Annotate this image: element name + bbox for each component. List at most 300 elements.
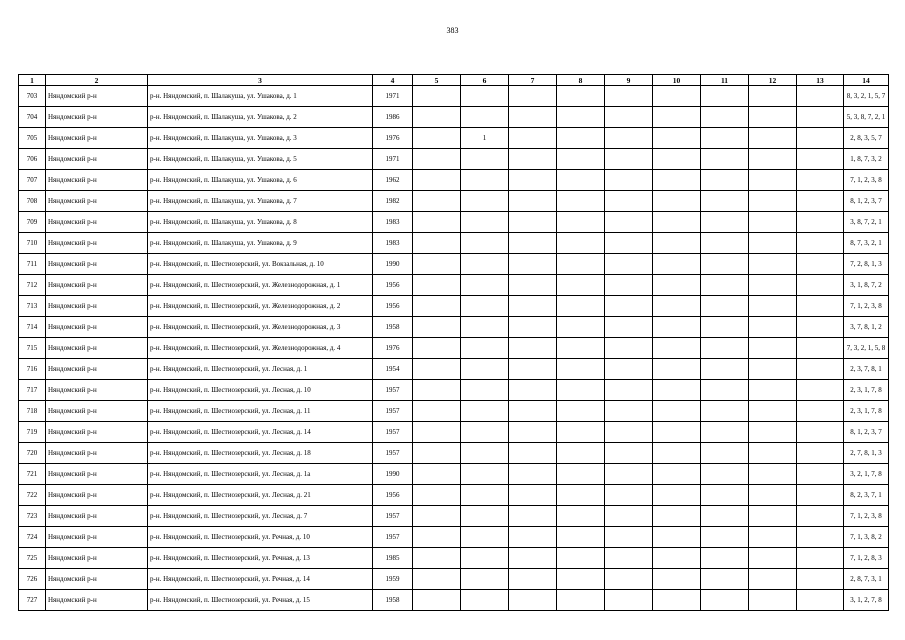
empty-cell	[605, 317, 653, 338]
table-row	[19, 86, 889, 107]
empty-cell	[701, 527, 749, 548]
row-number-cell: 726	[19, 569, 46, 590]
year-cell: 1976	[373, 338, 413, 359]
empty-cell	[509, 443, 557, 464]
table-row	[19, 233, 889, 254]
empty-cell	[413, 296, 461, 317]
empty-cell	[797, 590, 844, 611]
empty-cell	[413, 275, 461, 296]
empty-cell	[653, 86, 701, 107]
address-cell: р-н. Няндомский, п. Шалакуша, ул. Ушакова, д. 8	[148, 212, 373, 233]
table-body	[19, 86, 889, 611]
column-6-cell	[461, 170, 509, 191]
empty-cell	[653, 380, 701, 401]
row-number-cell: 722	[19, 485, 46, 506]
code-sequence-cell: 3, 1, 2, 7, 8	[844, 590, 889, 611]
table-row	[19, 212, 889, 233]
empty-cell	[605, 338, 653, 359]
empty-cell	[605, 401, 653, 422]
address-cell: р-н. Няндомский, п. Шестиозерский, ул. Железнодорожная, д. 3	[148, 317, 373, 338]
district-cell: Няндомский р-н	[46, 107, 148, 128]
empty-cell	[557, 170, 605, 191]
empty-cell	[557, 233, 605, 254]
code-sequence-cell: 7, 2, 8, 1, 3	[844, 254, 889, 275]
empty-cell	[605, 275, 653, 296]
empty-cell	[509, 359, 557, 380]
empty-cell	[701, 401, 749, 422]
empty-cell	[797, 401, 844, 422]
empty-cell	[653, 128, 701, 149]
empty-cell	[413, 191, 461, 212]
column-6-cell	[461, 191, 509, 212]
district-cell: Няндомский р-н	[46, 275, 148, 296]
empty-cell	[701, 464, 749, 485]
code-sequence-cell: 1, 8, 7, 3, 2	[844, 149, 889, 170]
column-header: 5	[413, 75, 461, 86]
empty-cell	[413, 464, 461, 485]
row-number-cell: 720	[19, 443, 46, 464]
empty-cell	[605, 359, 653, 380]
district-cell: Няндомский р-н	[46, 569, 148, 590]
table-row	[19, 506, 889, 527]
empty-cell	[797, 422, 844, 443]
code-sequence-cell: 8, 2, 3, 7, 1	[844, 485, 889, 506]
empty-cell	[653, 485, 701, 506]
empty-cell	[509, 254, 557, 275]
empty-cell	[509, 506, 557, 527]
empty-cell	[413, 233, 461, 254]
empty-cell	[605, 464, 653, 485]
empty-cell	[797, 527, 844, 548]
empty-cell	[605, 107, 653, 128]
empty-cell	[413, 359, 461, 380]
empty-cell	[797, 149, 844, 170]
table-row	[19, 275, 889, 296]
empty-cell	[509, 422, 557, 443]
column-header: 6	[461, 75, 509, 86]
row-number-cell: 714	[19, 317, 46, 338]
district-cell: Няндомский р-н	[46, 443, 148, 464]
column-6-cell	[461, 506, 509, 527]
column-6-cell	[461, 485, 509, 506]
empty-cell	[797, 380, 844, 401]
empty-cell	[653, 149, 701, 170]
empty-cell	[701, 548, 749, 569]
empty-cell	[749, 401, 797, 422]
empty-cell	[557, 107, 605, 128]
code-sequence-cell: 7, 1, 2, 3, 8	[844, 506, 889, 527]
table-row	[19, 107, 889, 128]
empty-cell	[701, 359, 749, 380]
empty-cell	[509, 275, 557, 296]
empty-cell	[701, 149, 749, 170]
empty-cell	[509, 191, 557, 212]
empty-cell	[653, 401, 701, 422]
code-sequence-cell: 2, 3, 1, 7, 8	[844, 401, 889, 422]
district-cell: Няндомский р-н	[46, 170, 148, 191]
table-row	[19, 422, 889, 443]
address-cell: р-н. Няндомский, п. Шестиозерский, ул. Речная, д. 14	[148, 569, 373, 590]
district-cell: Няндомский р-н	[46, 548, 148, 569]
column-header: 1	[19, 75, 46, 86]
empty-cell	[557, 401, 605, 422]
empty-cell	[509, 590, 557, 611]
column-6-cell	[461, 359, 509, 380]
address-cell: р-н. Няндомский, п. Шалакуша, ул. Ушакова, д. 3	[148, 128, 373, 149]
empty-cell	[557, 443, 605, 464]
empty-cell	[557, 464, 605, 485]
year-cell: 1971	[373, 149, 413, 170]
column-6-cell	[461, 422, 509, 443]
empty-cell	[653, 212, 701, 233]
column-6-cell	[461, 275, 509, 296]
empty-cell	[413, 338, 461, 359]
empty-cell	[797, 464, 844, 485]
empty-cell	[701, 485, 749, 506]
empty-cell	[557, 296, 605, 317]
empty-cell	[653, 422, 701, 443]
empty-cell	[557, 527, 605, 548]
empty-cell	[749, 170, 797, 191]
code-sequence-cell: 7, 1, 2, 8, 3	[844, 548, 889, 569]
empty-cell	[797, 359, 844, 380]
column-6-cell	[461, 107, 509, 128]
year-cell: 1957	[373, 443, 413, 464]
row-number-cell: 719	[19, 422, 46, 443]
empty-cell	[605, 86, 653, 107]
column-header: 12	[749, 75, 797, 86]
code-sequence-cell: 2, 7, 8, 1, 3	[844, 443, 889, 464]
empty-cell	[653, 338, 701, 359]
empty-cell	[749, 359, 797, 380]
empty-cell	[797, 485, 844, 506]
district-cell: Няндомский р-н	[46, 401, 148, 422]
year-cell: 1982	[373, 191, 413, 212]
code-sequence-cell: 3, 2, 1, 7, 8	[844, 464, 889, 485]
column-header: 13	[797, 75, 844, 86]
table-row	[19, 254, 889, 275]
row-number-cell: 708	[19, 191, 46, 212]
row-number-cell: 721	[19, 464, 46, 485]
year-cell: 1986	[373, 107, 413, 128]
code-sequence-cell: 2, 8, 7, 3, 1	[844, 569, 889, 590]
empty-cell	[413, 170, 461, 191]
district-cell: Няндомский р-н	[46, 149, 148, 170]
table-row	[19, 170, 889, 191]
row-number-cell: 717	[19, 380, 46, 401]
empty-cell	[509, 212, 557, 233]
empty-cell	[701, 422, 749, 443]
header-row	[19, 75, 889, 86]
empty-cell	[797, 506, 844, 527]
empty-cell	[749, 317, 797, 338]
year-cell: 1971	[373, 86, 413, 107]
row-number-cell: 707	[19, 170, 46, 191]
empty-cell	[413, 107, 461, 128]
empty-cell	[701, 506, 749, 527]
empty-cell	[605, 380, 653, 401]
empty-cell	[749, 338, 797, 359]
table-row	[19, 191, 889, 212]
empty-cell	[509, 107, 557, 128]
district-cell: Няндомский р-н	[46, 296, 148, 317]
code-sequence-cell: 3, 1, 8, 7, 2	[844, 275, 889, 296]
year-cell: 1983	[373, 233, 413, 254]
year-cell: 1956	[373, 275, 413, 296]
row-number-cell: 718	[19, 401, 46, 422]
district-cell: Няндомский р-н	[46, 359, 148, 380]
empty-cell	[413, 86, 461, 107]
empty-cell	[605, 485, 653, 506]
table-row	[19, 338, 889, 359]
empty-cell	[797, 275, 844, 296]
column-6-cell	[461, 548, 509, 569]
empty-cell	[413, 401, 461, 422]
empty-cell	[797, 569, 844, 590]
column-6-cell	[461, 401, 509, 422]
table-row	[19, 485, 889, 506]
district-cell: Няндомский р-н	[46, 86, 148, 107]
district-cell: Няндомский р-н	[46, 233, 148, 254]
year-cell: 1985	[373, 548, 413, 569]
empty-cell	[557, 380, 605, 401]
empty-cell	[509, 485, 557, 506]
empty-cell	[605, 191, 653, 212]
district-cell: Няндомский р-н	[46, 506, 148, 527]
empty-cell	[653, 464, 701, 485]
empty-cell	[557, 338, 605, 359]
empty-cell	[605, 422, 653, 443]
empty-cell	[701, 590, 749, 611]
table-row	[19, 401, 889, 422]
empty-cell	[509, 464, 557, 485]
empty-cell	[749, 464, 797, 485]
year-cell: 1959	[373, 569, 413, 590]
empty-cell	[653, 527, 701, 548]
empty-cell	[749, 506, 797, 527]
empty-cell	[509, 338, 557, 359]
empty-cell	[557, 317, 605, 338]
empty-cell	[749, 233, 797, 254]
row-number-cell: 724	[19, 527, 46, 548]
empty-cell	[413, 128, 461, 149]
empty-cell	[797, 338, 844, 359]
year-cell: 1958	[373, 590, 413, 611]
empty-cell	[509, 548, 557, 569]
empty-cell	[605, 569, 653, 590]
empty-cell	[557, 128, 605, 149]
column-6-cell	[461, 338, 509, 359]
empty-cell	[701, 107, 749, 128]
empty-cell	[797, 296, 844, 317]
column-header: 8	[557, 75, 605, 86]
column-header: 2	[46, 75, 148, 86]
empty-cell	[701, 275, 749, 296]
address-cell: р-н. Няндомский, п. Шалакуша, ул. Ушакова, д. 5	[148, 149, 373, 170]
row-number-cell: 723	[19, 506, 46, 527]
empty-cell	[605, 590, 653, 611]
year-cell: 1983	[373, 212, 413, 233]
year-cell: 1957	[373, 401, 413, 422]
empty-cell	[557, 254, 605, 275]
empty-cell	[797, 254, 844, 275]
empty-cell	[605, 527, 653, 548]
table-row	[19, 464, 889, 485]
empty-cell	[797, 86, 844, 107]
empty-cell	[653, 275, 701, 296]
empty-cell	[557, 191, 605, 212]
empty-cell	[413, 254, 461, 275]
year-cell: 1962	[373, 170, 413, 191]
empty-cell	[605, 296, 653, 317]
empty-cell	[413, 149, 461, 170]
year-cell: 1990	[373, 254, 413, 275]
empty-cell	[797, 548, 844, 569]
column-6-cell	[461, 86, 509, 107]
empty-cell	[749, 485, 797, 506]
address-cell: р-н. Няндомский, п. Шестиозерский, ул. Речная, д. 15	[148, 590, 373, 611]
address-cell: р-н. Няндомский, п. Шестиозерский, ул. Лесная, д. 21	[148, 485, 373, 506]
address-cell: р-н. Няндомский, п. Шестиозерский, ул. Лесная, д. 1а	[148, 464, 373, 485]
address-cell: р-н. Няндомский, п. Шестиозерский, ул. Железнодорожная, д. 2	[148, 296, 373, 317]
table-row	[19, 149, 889, 170]
table-row	[19, 443, 889, 464]
empty-cell	[701, 86, 749, 107]
empty-cell	[653, 233, 701, 254]
empty-cell	[605, 443, 653, 464]
empty-cell	[557, 590, 605, 611]
code-sequence-cell: 7, 1, 3, 8, 2	[844, 527, 889, 548]
empty-cell	[653, 170, 701, 191]
code-sequence-cell: 2, 8, 3, 5, 7	[844, 128, 889, 149]
empty-cell	[605, 506, 653, 527]
empty-cell	[557, 212, 605, 233]
code-sequence-cell: 7, 3, 2, 1, 5, 8	[844, 338, 889, 359]
empty-cell	[701, 254, 749, 275]
row-number-cell: 713	[19, 296, 46, 317]
address-cell: р-н. Няндомский, п. Шалакуша, ул. Ушакова, д. 1	[148, 86, 373, 107]
row-number-cell: 716	[19, 359, 46, 380]
column-header: 10	[653, 75, 701, 86]
year-cell: 1976	[373, 128, 413, 149]
column-header: 14	[844, 75, 889, 86]
row-number-cell: 725	[19, 548, 46, 569]
empty-cell	[413, 569, 461, 590]
row-number-cell: 703	[19, 86, 46, 107]
column-6-cell	[461, 296, 509, 317]
empty-cell	[605, 233, 653, 254]
column-header: 3	[148, 75, 373, 86]
district-cell: Няндомский р-н	[46, 527, 148, 548]
code-sequence-cell: 3, 7, 8, 1, 2	[844, 317, 889, 338]
empty-cell	[653, 590, 701, 611]
empty-cell	[413, 548, 461, 569]
district-cell: Няндомский р-н	[46, 254, 148, 275]
empty-cell	[605, 254, 653, 275]
column-header: 9	[605, 75, 653, 86]
row-number-cell: 705	[19, 128, 46, 149]
address-cell: р-н. Няндомский, п. Шалакуша, ул. Ушакова, д. 6	[148, 170, 373, 191]
year-cell: 1957	[373, 380, 413, 401]
column-6-cell	[461, 149, 509, 170]
row-number-cell: 711	[19, 254, 46, 275]
district-cell: Няндомский р-н	[46, 464, 148, 485]
row-number-cell: 706	[19, 149, 46, 170]
column-6-cell	[461, 569, 509, 590]
empty-cell	[413, 485, 461, 506]
empty-cell	[557, 275, 605, 296]
empty-cell	[557, 149, 605, 170]
empty-cell	[557, 569, 605, 590]
table-row	[19, 548, 889, 569]
table-row	[19, 380, 889, 401]
empty-cell	[749, 380, 797, 401]
empty-cell	[413, 212, 461, 233]
empty-cell	[509, 86, 557, 107]
empty-cell	[509, 233, 557, 254]
row-number-cell: 710	[19, 233, 46, 254]
address-cell: р-н. Няндомский, п. Шестиозерский, ул. Лесная, д. 7	[148, 506, 373, 527]
code-sequence-cell: 8, 3, 2, 1, 5, 7	[844, 86, 889, 107]
address-cell: р-н. Няндомский, п. Шестиозерский, ул. Речная, д. 13	[148, 548, 373, 569]
code-sequence-cell: 8, 1, 2, 3, 7	[844, 422, 889, 443]
empty-cell	[653, 191, 701, 212]
district-cell: Няндомский р-н	[46, 128, 148, 149]
empty-cell	[413, 506, 461, 527]
empty-cell	[701, 170, 749, 191]
district-cell: Няндомский р-н	[46, 485, 148, 506]
empty-cell	[797, 233, 844, 254]
column-6-cell	[461, 464, 509, 485]
empty-cell	[509, 527, 557, 548]
empty-cell	[653, 296, 701, 317]
empty-cell	[749, 212, 797, 233]
row-number-cell: 704	[19, 107, 46, 128]
empty-cell	[749, 443, 797, 464]
empty-cell	[605, 128, 653, 149]
address-cell: р-н. Няндомский, п. Шалакуша, ул. Ушакова, д. 2	[148, 107, 373, 128]
empty-cell	[701, 296, 749, 317]
empty-cell	[749, 254, 797, 275]
empty-cell	[749, 191, 797, 212]
column-header: 11	[701, 75, 749, 86]
empty-cell	[557, 422, 605, 443]
empty-cell	[749, 422, 797, 443]
address-cell: р-н. Няндомский, п. Шестиозерский, ул. Лесная, д. 18	[148, 443, 373, 464]
address-cell: р-н. Няндомский, п. Шестиозерский, ул. Железнодорожная, д. 4	[148, 338, 373, 359]
empty-cell	[701, 191, 749, 212]
empty-cell	[557, 548, 605, 569]
table-row	[19, 359, 889, 380]
empty-cell	[653, 359, 701, 380]
empty-cell	[797, 317, 844, 338]
empty-cell	[749, 149, 797, 170]
empty-cell	[701, 317, 749, 338]
address-cell: р-н. Няндомский, п. Шестиозерский, ул. Лесная, д. 1	[148, 359, 373, 380]
empty-cell	[605, 212, 653, 233]
empty-cell	[509, 317, 557, 338]
empty-cell	[605, 548, 653, 569]
empty-cell	[509, 170, 557, 191]
empty-cell	[413, 380, 461, 401]
code-sequence-cell: 8, 7, 3, 2, 1	[844, 233, 889, 254]
table-row	[19, 590, 889, 611]
column-header: 4	[373, 75, 413, 86]
empty-cell	[653, 548, 701, 569]
column-6-cell: 1	[461, 128, 509, 149]
empty-cell	[749, 86, 797, 107]
empty-cell	[749, 128, 797, 149]
